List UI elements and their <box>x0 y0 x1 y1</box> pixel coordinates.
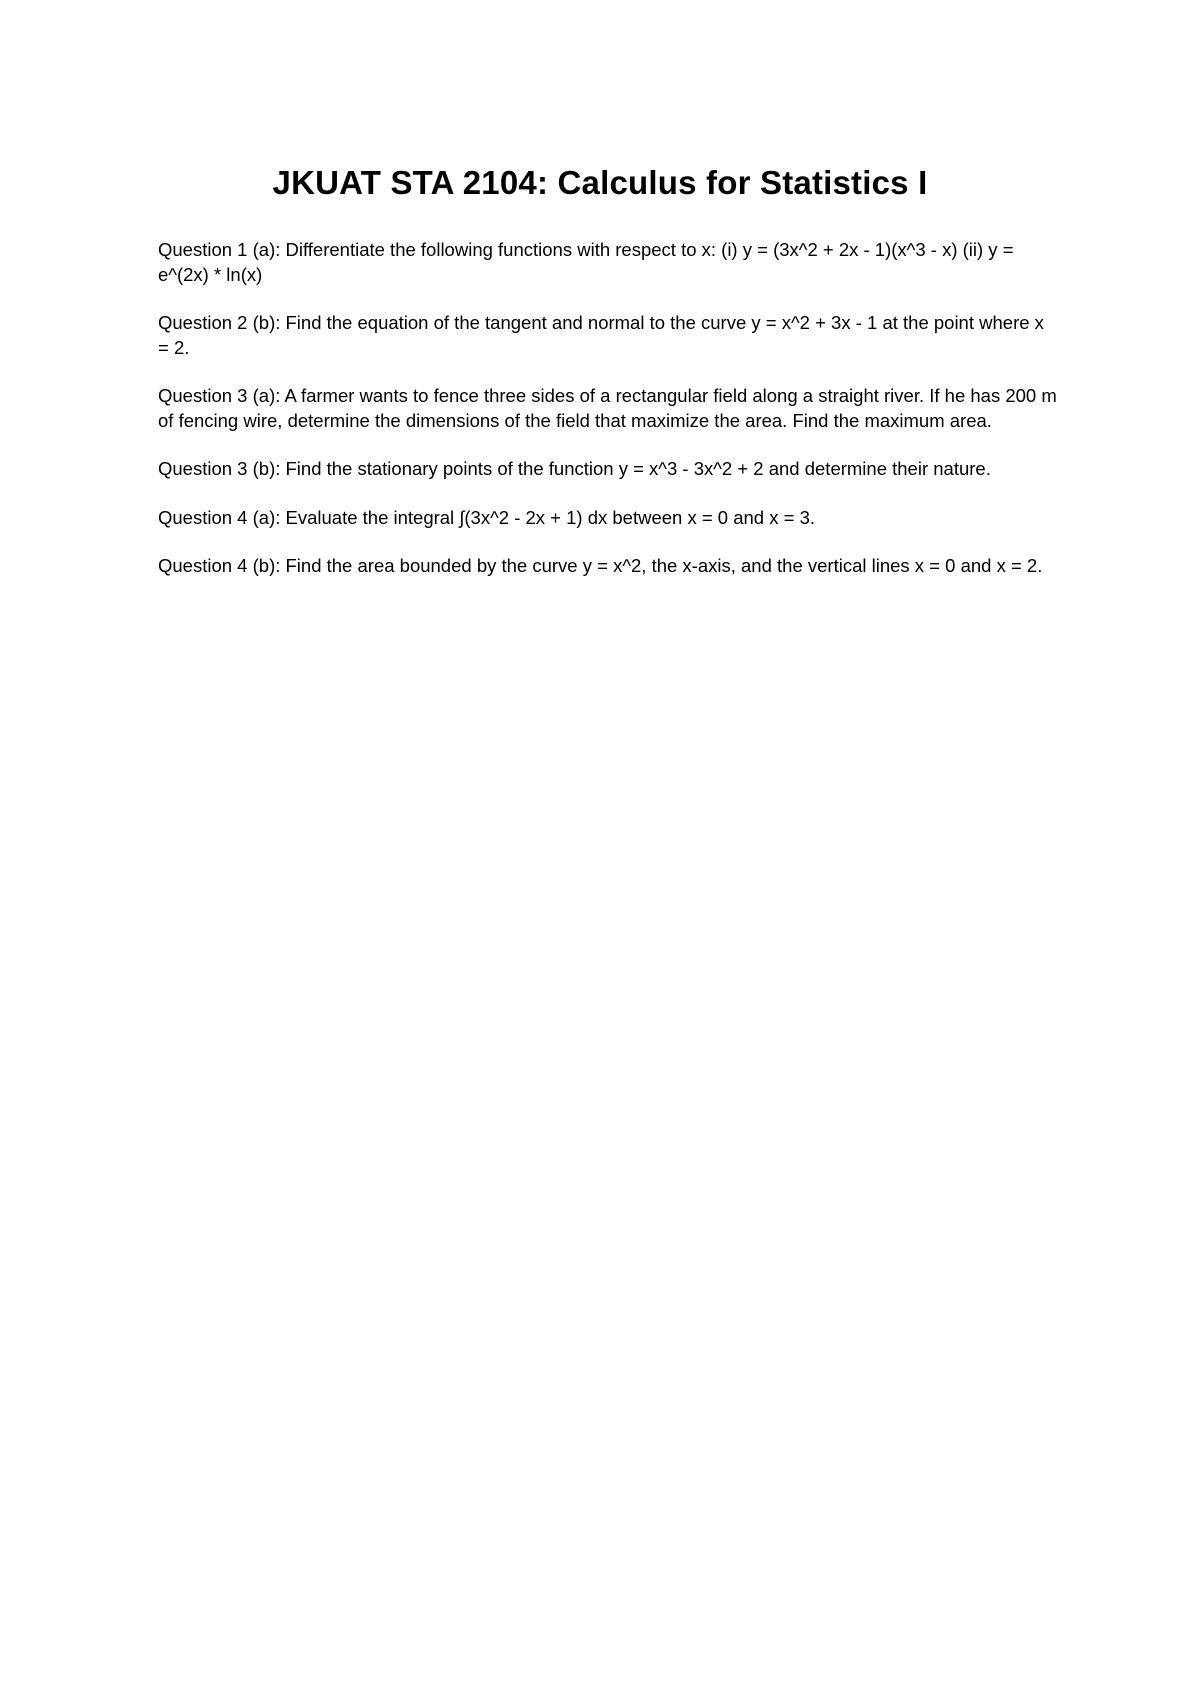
question-2b: Question 2 (b): Find the equation of the tangent and normal to the curve y = x^2 + 3x - 1 at the point where x = 2. <box>158 312 1044 358</box>
document-title: JKUAT STA 2104: Calculus for Statistics I <box>272 164 928 201</box>
question-1a: Question 1 (a): Differentiate the following functions with respect to x: (i) y = (3x^2 + 2x - 1)(x^3 - x) (ii) y = e^(2x) * ln(x) <box>158 239 1014 285</box>
question-4a: Question 4 (a): Evaluate the integral ∫(3x^2 - 2x + 1) dx between x = 0 and x = 3. <box>158 506 815 528</box>
question-list <box>158 238 1058 603</box>
question-3b: Question 3 (b): Find the stationary points of the function y = x^3 - 3x^2 + 2 and determine their nature. <box>158 458 991 479</box>
question-4b: Question 4 (b): Find the area bounded by the curve y = x^2, the x-axis, and the vertical lines x = 0 and x = 2. <box>158 555 1043 576</box>
question-3a: Question 3 (a): A farmer wants to fence three sides of a rectangular field along a straight river. If he has 200 m of fencing wire, determine the dimensions of the field that maximize the area. Find the maximum area. <box>158 385 1057 431</box>
